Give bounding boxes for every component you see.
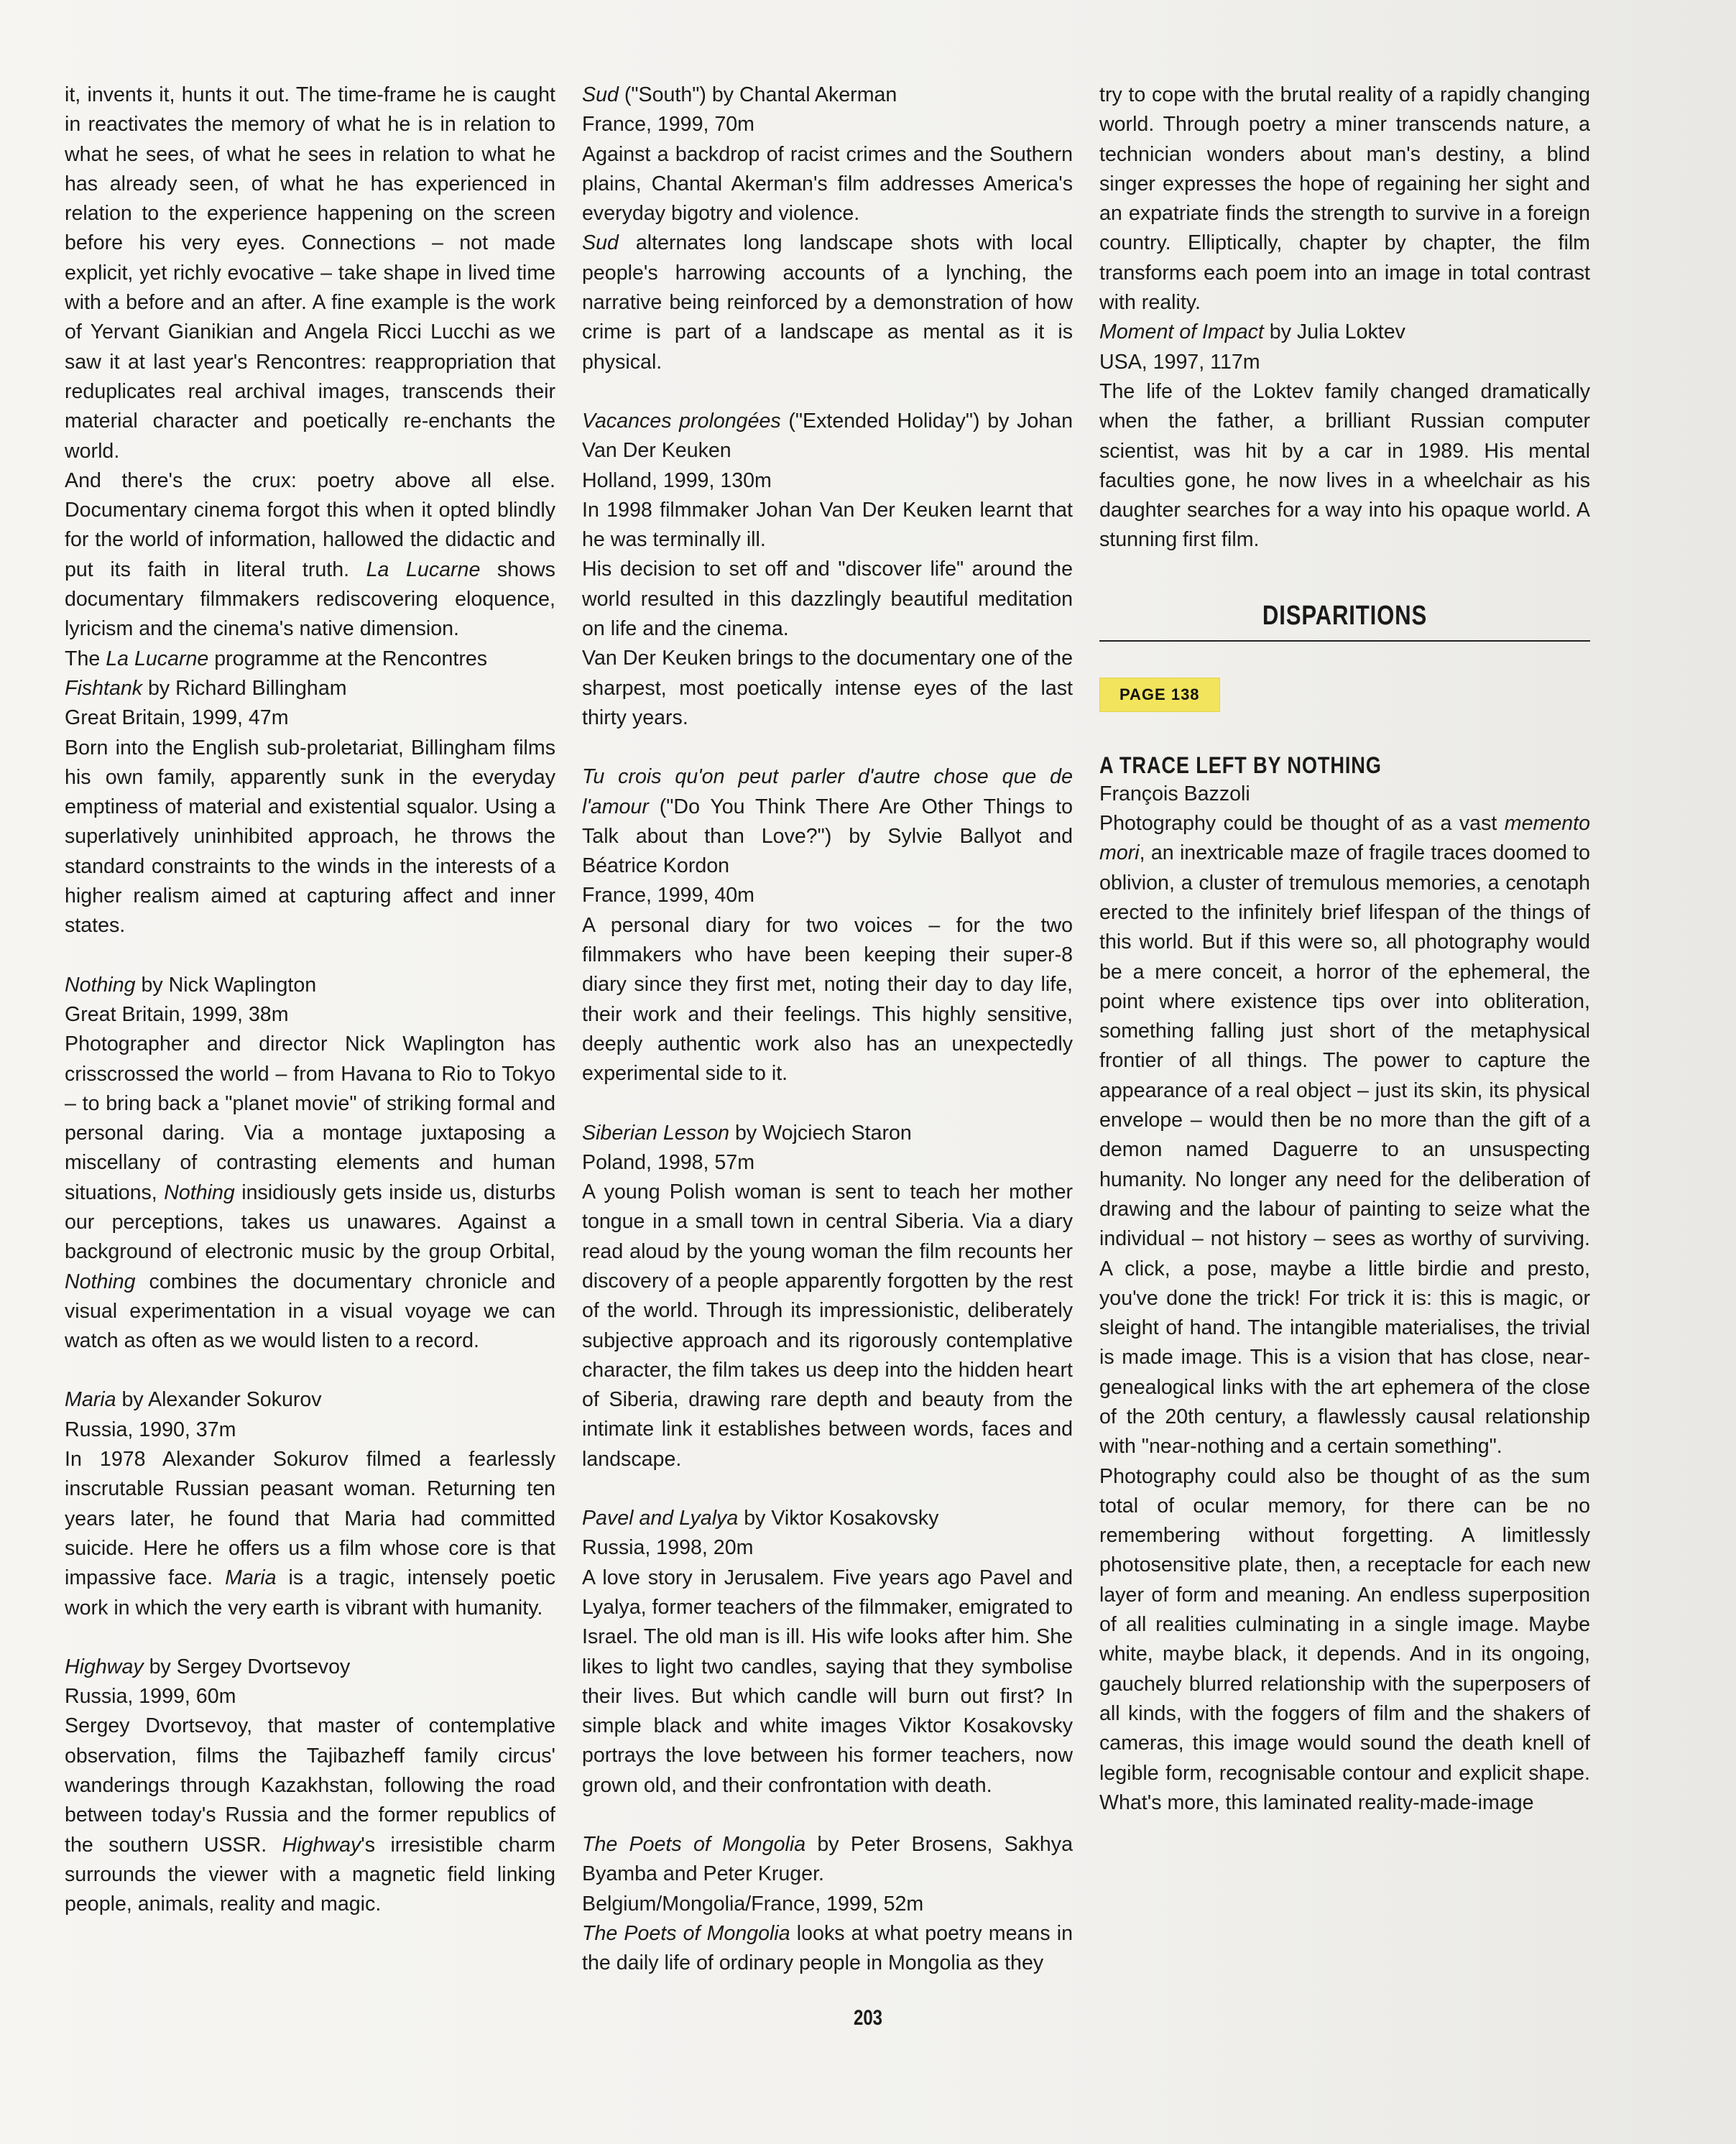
film-director: ("Do You Think There Are Other Things to Talk about than Love?") by Sylvie Ballyot and Béatrice Kordon bbox=[582, 795, 1073, 878]
film-description: Van Der Keuken brings to the documentary one of the sharpest, most poetically intense eyes of the last thirty years. bbox=[582, 647, 1073, 729]
film-entry-moment-of-impact bbox=[1099, 318, 1590, 555]
article-title: A TRACE LEFT BY NOTHING bbox=[1099, 752, 1382, 778]
film-director: ("Extended Holiday") by Johan Van Der Keuken bbox=[582, 409, 1073, 463]
article-paragraph bbox=[1099, 809, 1590, 1462]
film-title: The Poets of Mongolia bbox=[582, 1833, 806, 1857]
film-title: Nothing bbox=[65, 973, 136, 997]
film-description: In 1998 filmmaker Johan Van Der Keuken learnt that he was terminally ill. bbox=[582, 498, 1073, 552]
film-title-line bbox=[582, 762, 1073, 881]
film-meta: Great Britain, 1999, 38m bbox=[65, 1002, 289, 1026]
italic-title: Nothing bbox=[65, 1270, 136, 1293]
text: is a tragic, intensely poetic work in which the very earth is vibrant with humanity. bbox=[65, 1566, 555, 1619]
italic-title: Nothing bbox=[164, 1180, 235, 1204]
film-description: A love story in Jerusalem. Five years ago Pavel and Lyalya, former teachers of the filmmaker, emigrated to Israel. The old man is ill. His wife looks after him. She likes to light two candles, saying that they symbolise their lives. But which candle will burn out first? In simple black and white images Viktor Kosakovsky portrays the love between his former teachers, now grown old, and their confrontation with death. bbox=[582, 1566, 1073, 1797]
paragraph bbox=[65, 466, 555, 644]
article-paragraph: Photography could also be thought of as the sum total of ocular memory, for there can be no remembering without forgetting. A limitlessly photosensitive plate, then, a receptacle for each new layer of form and meaning. An endless superposition of all realities culminating in a single image. Maybe white, maybe black, it depends. And in its ongoing, gauchely blurred relationship with the superposers of all kinds, with the foggers of film and the shakers of cameras, this image would sound the death knell of legible form, recognisable contour and explicit shape. What's more, this laminated reality-made-image bbox=[1099, 1464, 1590, 1814]
film-title-line bbox=[582, 1504, 1073, 1533]
italic-title: Sud bbox=[582, 231, 619, 255]
film-director: by Peter Brosens, Sakhya Byamba and Peter Kruger. bbox=[582, 1833, 1073, 1886]
film-title-line bbox=[582, 80, 1073, 110]
film-description: Against a backdrop of racist crimes and the Southern plains, Chantal Akerman's film addresses America's everyday bigotry and violence. bbox=[582, 142, 1073, 226]
film-meta: Poland, 1998, 57m bbox=[582, 1150, 755, 1174]
film-director: ("South") by Chantal Akerman bbox=[618, 83, 897, 106]
film-meta: Great Britain, 1999, 47m bbox=[65, 706, 289, 730]
film-meta: Belgium/Mongolia/France, 1999, 52m bbox=[582, 1892, 924, 1916]
section-divider bbox=[1099, 640, 1590, 642]
film-director: by Alexander Sokurov bbox=[116, 1388, 322, 1412]
film-title-line bbox=[65, 1385, 555, 1415]
paragraph: it, invents it, hunts it out. The time-frame he is caught in reactivates the memory of what he is in relation to what he sees, of what he sees in relation to what he has already seen, of what he has experienced in relation to the experience happening on the screen before his very eyes. Connections – not made explicit, yet richly evocative – take shape in lived time with a before and an after. A fine example is the work of Yervant Gianikian and Angela Ricci Lucchi as we saw it at last year's Rencontres: reappropriation that reduplicates real archival images, transcends their material character and poetically re-enchants the world. bbox=[65, 83, 555, 463]
film-meta: France, 1999, 40m bbox=[582, 884, 755, 907]
film-director: by Wojciech Staron bbox=[729, 1121, 912, 1145]
film-description: A young Polish woman is sent to teach her mother tongue in a small town in central Siberia. Via a diary read aloud by the young woman the film recounts her discovery of a people apparently forgotten by the rest of the world. Through its impressionistic, deliberately subjective approach and its rigorously contemplative character, the film takes us deep into the hidden heart of Siberia, drawing rare depth and beauty from the intimate link it establishes between words, faces and landscape. bbox=[582, 1180, 1073, 1471]
film-description bbox=[582, 228, 1073, 376]
text: Sergey Dvortsevoy, that master of contemplative observation, films the Tajibazheff family circus' wanderings through Kazakhstan, following the road between today's Russia and the former republics of the southern USSR. bbox=[65, 1714, 555, 1857]
film-description bbox=[65, 1445, 555, 1623]
film-title-line bbox=[582, 407, 1073, 466]
column-left bbox=[65, 80, 555, 1920]
film-description: A personal diary for two voices – for the two filmmakers who have been keeping their super-8 diary since they first met, noting their day to day life, their work and their feelings. This highly sensitive, deeply authentic work also has an unexpectedly experimental side to it. bbox=[582, 913, 1073, 1086]
text: In 1978 Alexander Sokurov filmed a fearlessly inscrutable Russian peasant woman. Returning ten years later, he found that Maria had committed suicide. Here he offers us a film whose core is that impassive face. bbox=[65, 1448, 555, 1590]
film-title-line bbox=[65, 971, 555, 1000]
programme-intro bbox=[65, 644, 555, 674]
article-author: François Bazzoli bbox=[1099, 782, 1250, 805]
film-meta: France, 1999, 70m bbox=[582, 113, 755, 137]
text: Photographer and director Nick Waplington has crisscrossed the world – from Havana to Rio to Tokyo – to bring back a "planet movie" of striking formal and personal daring. Via a montage juxtaposing a miscellany of contrasting elements and human situations, bbox=[65, 1032, 555, 1204]
film-description bbox=[65, 1711, 555, 1919]
film-title-line bbox=[65, 1653, 555, 1682]
film-director: by Viktor Kosakovsky bbox=[738, 1507, 939, 1530]
italic-title: The Poets of Mongolia bbox=[582, 1921, 790, 1945]
page-reference-badge bbox=[1099, 678, 1590, 751]
film-entry-pavel-and-lyalya bbox=[582, 1504, 1073, 1801]
film-title: Maria bbox=[65, 1388, 116, 1412]
film-meta: Russia, 1990, 37m bbox=[65, 1418, 236, 1441]
text: 's irresistible charm surrounds the viewer with a magnetic field linking people, animals, reality and magic. bbox=[65, 1833, 555, 1916]
film-title: Highway bbox=[65, 1655, 144, 1678]
film-entry-highway bbox=[65, 1653, 555, 1920]
film-title: Tu crois qu'on peut parler d'autre chose que de l'amour bbox=[582, 765, 1073, 818]
film-title: Pavel and Lyalya bbox=[582, 1507, 739, 1530]
section-heading: DISPARITIONS bbox=[1262, 600, 1428, 631]
film-description bbox=[65, 1030, 555, 1356]
film-title: Moment of Impact bbox=[1099, 320, 1264, 344]
text: The bbox=[65, 647, 106, 670]
film-director: by Nick Waplington bbox=[135, 973, 317, 997]
film-description: The life of the Loktev family changed dramatically when the father, a brilliant Russian computer scientist, was hit by a car in 1989. His mental faculties gone, he now lives in a wheelchair as his daughter searches for a way into his opaque world. A stunning first film. bbox=[1099, 379, 1590, 552]
film-title: Siberian Lesson bbox=[582, 1121, 730, 1145]
text: , an inextricable maze of fragile traces doomed to oblivion, a cluster of tremulous memories, a cenotaph erected to the infinitely brief lifespan of the things of this world. But if this were so, all photography would be a mere conceit, a horror of the ephemeral, the point where existence tips over into obliteration, something falling just short of the metaphysical frontier of all things. The power to capture the appearance of a real object – just its skin, its physical envelope – would then be no more than the gift of a demon named Daguerre to an unsuspecting humanity. No longer any need for the deliberation of drawing and the labour of painting to seize what the individual – not history – sees as worthy of surviving. A click, a pose, maybe a little birdie and presto, you've done the trick! For trick it is: this is magic, or sleight of hand. The intangible materialises, the trivial is made image. This is a vision that has close, near-genealogical links with the art ephemera of the close of the 20th century, a flawlessly causal relationship with "near-nothing and a certain something". bbox=[1099, 841, 1590, 1459]
film-entry-siberian-lesson bbox=[582, 1119, 1073, 1475]
film-entry-sud bbox=[582, 80, 1073, 377]
text: insidiously gets inside us, disturbs our perceptions, takes us unawares. Against a background of electronic music by the group Orbital, bbox=[65, 1180, 555, 1264]
text: alternates long landscape shots with local people's harrowing accounts of a lynching, the narrative being reinforced by a demonstration of how crime is part of a landscape as mental as it is physical. bbox=[582, 231, 1073, 374]
film-title-line bbox=[582, 1119, 1073, 1148]
film-meta: Russia, 1998, 20m bbox=[582, 1536, 754, 1560]
film-meta: USA, 1997, 117m bbox=[1099, 350, 1260, 374]
text: combines the documentary chronicle and visual experimentation in a visual voyage we can watch as often as we would listen to a record. bbox=[65, 1270, 555, 1353]
page-number: 203 bbox=[853, 2006, 883, 2030]
film-entry-maria bbox=[65, 1385, 555, 1622]
text: shows documentary filmmakers rediscovering eloquence, lyricism and the cinema's native dimension. bbox=[65, 558, 555, 641]
italic-title: La Lucarne bbox=[106, 647, 209, 670]
film-entry-nothing bbox=[65, 971, 555, 1357]
film-title-line bbox=[582, 1830, 1073, 1890]
film-director: by Sergey Dvortsevoy bbox=[143, 1655, 351, 1678]
film-title-line bbox=[1099, 318, 1590, 347]
film-entry-tu-crois bbox=[582, 762, 1073, 1089]
italic-title: La Lucarne bbox=[366, 558, 481, 581]
film-title: Sud bbox=[582, 83, 619, 106]
film-title: Vacances prolongées bbox=[582, 409, 781, 433]
film-entry-poets-of-mongolia bbox=[582, 1830, 1073, 1978]
italic-title: Highway bbox=[282, 1833, 361, 1857]
italic-title: Maria bbox=[225, 1566, 277, 1590]
badge-label: PAGE 138 bbox=[1099, 678, 1220, 712]
film-director: by Richard Billingham bbox=[142, 676, 347, 700]
film-entry-fishtank bbox=[65, 674, 555, 941]
film-title: Fishtank bbox=[65, 676, 143, 700]
italic-term: memento mori bbox=[1099, 812, 1590, 865]
text: Photography could be thought of as a vast bbox=[1099, 812, 1505, 836]
text: And there's the crux: poetry above all else. Documentary cinema forgot this when it opted blindly for the world of information, hallowed the didactic and put its faith in literal truth. bbox=[65, 468, 555, 581]
paragraph: try to cope with the brutal reality of a rapidly changing world. Through poetry a miner transcends nature, a technician wonders about man's destiny, a blind singer expresses the hope of regaining her sight and an expatriate finds the strength to survive in a foreign country. Elliptically, chapter by chapter, the film transforms each poem into an image in total contrast with reality. bbox=[1099, 83, 1590, 315]
column-middle bbox=[582, 80, 1073, 1979]
column-right bbox=[1099, 80, 1590, 1818]
film-entry-vacances bbox=[582, 407, 1073, 733]
film-meta: Russia, 1999, 60m bbox=[65, 1685, 236, 1709]
film-meta: Holland, 1999, 130m bbox=[582, 468, 772, 492]
film-title-line bbox=[65, 674, 555, 703]
text: programme at the Rencontres bbox=[208, 647, 488, 670]
text: looks at what poetry means in the daily life of ordinary people in Mongolia as they bbox=[582, 1921, 1073, 1975]
film-description bbox=[582, 1919, 1073, 1979]
film-director: by Julia Loktev bbox=[1263, 320, 1405, 344]
film-description: Born into the English sub-proletariat, Billingham films his own family, apparently sunk in the everyday emptiness of material and existential squalor. Using a superlatively uninhibited approach, he throws the standard constraints to the winds in the interests of a higher realism aimed at capturing affect and inner states. bbox=[65, 736, 555, 938]
film-description: His decision to set off and "discover life" around the world resulted in this dazzlingly beautiful meditation on life and the cinema. bbox=[582, 558, 1073, 641]
